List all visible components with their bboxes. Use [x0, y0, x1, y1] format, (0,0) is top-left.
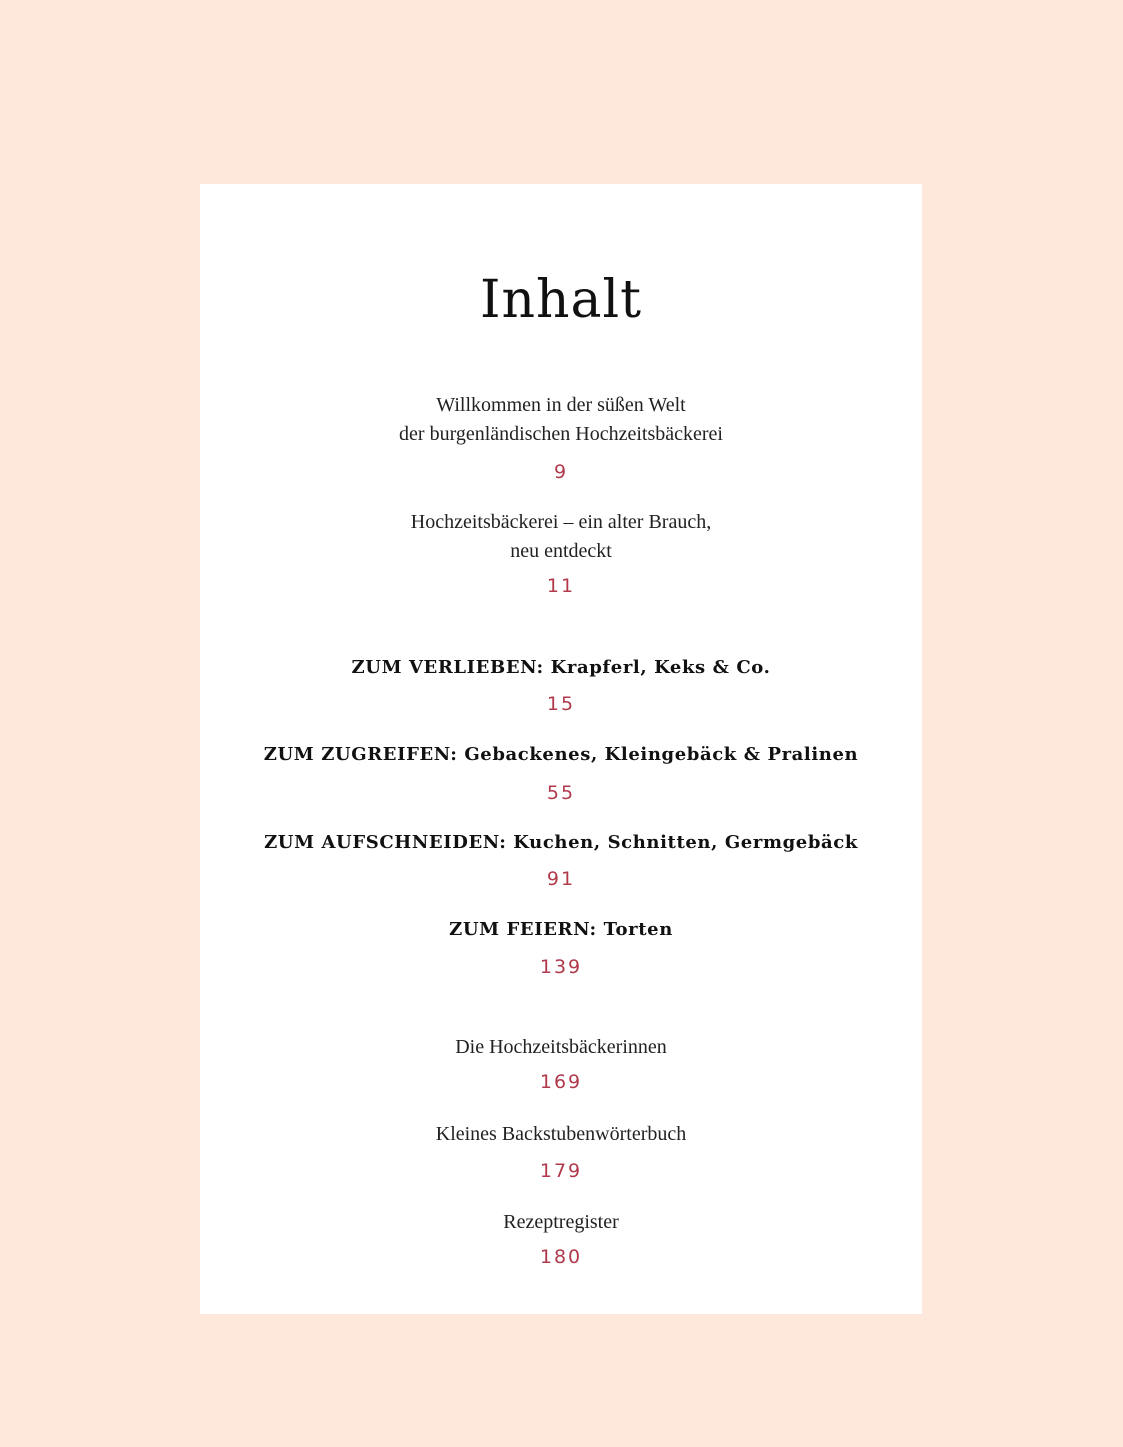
toc-entry-title: Rezeptregister [503, 1211, 619, 1233]
toc-page-number: 9 [553, 461, 569, 483]
toc-page-number: 169 [539, 1071, 583, 1093]
toc-page-number: 139 [539, 956, 583, 978]
toc-page-number: 15 [546, 693, 576, 715]
toc-chapter-title: ZUM VERLIEBEN: Krapferl, Keks & Co. [351, 657, 771, 678]
toc-entry-title [200, 391, 922, 449]
toc-entry-title [200, 508, 922, 566]
toc-chapter-title: ZUM AUFSCHNEIDEN: Kuchen, Schnitten, Germgebäck [264, 832, 858, 853]
toc-entry-title: Die Hochzeitsbäckerinnen [455, 1036, 667, 1058]
page-title: Inhalt [479, 270, 643, 330]
toc-chapter-title: ZUM ZUGREIFEN: Gebackenes, Kleingebäck & Pralinen [263, 744, 859, 765]
toc-entry-line: Hochzeitsbäckerei – ein alter Brauch, [410, 511, 712, 533]
toc-page [200, 184, 922, 1314]
toc-page-number: 91 [546, 868, 576, 890]
toc-entry-line: der burgenländischen Hochzeitsbäckerei [399, 423, 723, 445]
toc-entry-line: Willkommen in der süßen Welt [436, 394, 686, 416]
toc-page-number: 55 [546, 782, 576, 804]
toc-entry-line: neu entdeckt [510, 540, 612, 562]
toc-chapter-title: ZUM FEIERN: Torten [449, 919, 673, 940]
toc-page-number: 180 [539, 1246, 583, 1268]
toc-page-number: 11 [546, 575, 576, 597]
toc-page-number: 179 [539, 1160, 583, 1182]
toc-entry-title: Kleines Backstubenwörterbuch [435, 1123, 687, 1145]
